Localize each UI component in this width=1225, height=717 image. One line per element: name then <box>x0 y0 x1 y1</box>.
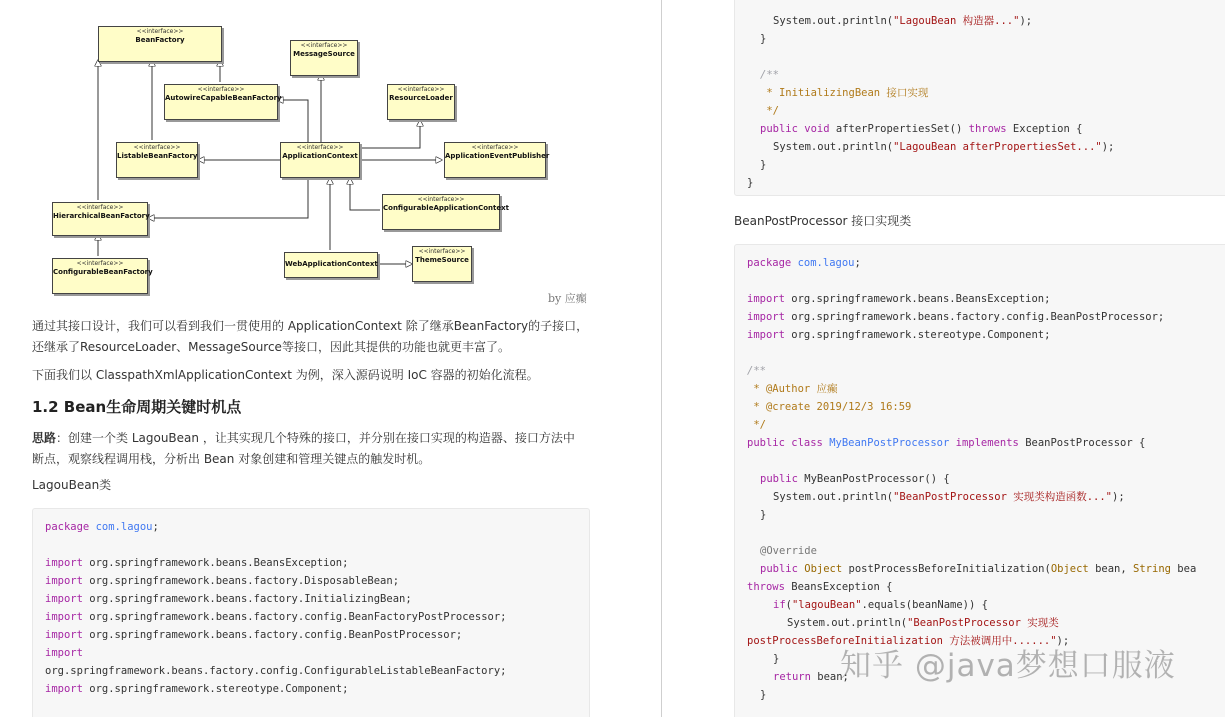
code-text: System.out.println( <box>787 617 908 629</box>
uml-box-messagesource <box>290 40 358 76</box>
comment-text: 2019/12/3 16:59 <box>810 401 912 413</box>
code-line: } <box>760 159 767 171</box>
code-text: ); <box>1101 141 1115 153</box>
code-line <box>760 470 950 488</box>
code-string: "LagouBean 构造器..." <box>893 15 1020 27</box>
code-keyword: import <box>45 557 83 569</box>
uml-box-configurable-beanfactory <box>52 258 153 294</box>
code-keyword: package <box>747 257 792 269</box>
uml-class-diagram <box>40 18 600 308</box>
stereotype-label: <<interface>> <box>300 42 348 49</box>
uml-box-listable <box>116 142 198 178</box>
code-text: MyBeanPostProcessor() { <box>804 473 950 485</box>
paragraph-line <box>32 428 592 449</box>
code-line: } <box>760 33 767 45</box>
code-line <box>45 680 348 698</box>
code-line <box>45 608 507 626</box>
code-line <box>773 138 1114 156</box>
code-text: .equals(beanName)) { <box>861 599 988 611</box>
code-keyword: import <box>45 611 83 623</box>
paragraph-interface-design <box>32 316 592 358</box>
code-comment: * InitializingBean 接口实现 <box>760 87 929 99</box>
code-line <box>45 572 399 590</box>
code-package-name: com.lagou <box>95 521 153 533</box>
code-text: System.out.println( <box>773 141 894 153</box>
code-line <box>45 662 506 680</box>
box-name: ListableBeanFactory <box>117 151 198 160</box>
code-text: org.springframework.beans.factory.InitializingBean; <box>89 593 412 605</box>
code-text: org.springframework.beans.factory.config.BeanPostProcessor; <box>89 629 463 641</box>
code-keyword: package <box>45 521 90 533</box>
code-line <box>747 326 1050 344</box>
stereotype-label: <<interface>> <box>471 144 519 151</box>
code-type: String <box>1133 563 1171 575</box>
right-page <box>662 0 1225 717</box>
stereotype-label: <<interface>> <box>76 204 124 211</box>
box-name: ApplicationContext <box>282 151 358 160</box>
approach-label: 思路 <box>32 431 57 445</box>
code-line <box>45 626 462 644</box>
code-keyword: import <box>45 629 83 641</box>
code-keyword: import <box>747 293 785 305</box>
code-method: afterPropertiesSet() <box>835 123 963 135</box>
uml-box-beanfactory <box>98 26 222 62</box>
code-keyword: import <box>45 683 83 695</box>
code-comment: */ <box>760 105 779 117</box>
code-block-lagoubean-continued <box>734 0 1225 196</box>
box-name: HierarchicalBeanFactory <box>53 211 150 220</box>
comment-tag: * @Author <box>747 383 811 395</box>
code-line <box>45 590 412 608</box>
code-text: org.springframework.beans.BeansException; <box>89 557 349 569</box>
code-text: ); <box>1112 491 1125 503</box>
code-text: BeanPostProcessor { <box>1025 437 1146 449</box>
code-text: bean; <box>817 671 849 683</box>
paragraph-approach <box>32 428 592 470</box>
code-type: Object <box>1050 563 1089 575</box>
code-line <box>747 434 1145 452</box>
box-name: WebApplicationContext <box>285 260 378 268</box>
code-text: System.out.println( <box>773 491 894 503</box>
code-keyword: if <box>773 599 786 611</box>
code-text: bea <box>1177 563 1197 575</box>
code-keyword: public <box>747 437 785 449</box>
paragraph-example: 下面我们以 ClasspathXmlApplicationContext 为例，深入源码说明 IoC 容器的初始化流程。 <box>32 368 539 382</box>
code-line: } <box>760 509 767 521</box>
uml-box-themesource <box>412 246 472 282</box>
stereotype-label: <<interface>> <box>136 28 184 35</box>
stereotype-label: <<interface>> <box>418 248 466 255</box>
code-line: } <box>747 177 754 189</box>
approach-text: ：创建一个类 LagouBean ，让其实现几个特殊的接口，并分别在接口实现的构造器、接口方法中 <box>56 431 575 445</box>
code-string: "LagouBean afterPropertiesSet..." <box>893 141 1102 153</box>
code-line: package com.lagou; <box>747 257 861 269</box>
code-line <box>773 668 849 686</box>
code-string: postProcessBeforeInitialization 方法被调用中......" <box>747 635 1057 647</box>
code-keyword: public <box>760 563 798 575</box>
code-block-lagoubean <box>32 508 590 717</box>
uml-box-hierarchical <box>52 202 148 236</box>
code-line: } <box>760 689 767 701</box>
code-text: bean, <box>1095 563 1127 575</box>
code-line: if("lagouBean".equals(beanName)) { <box>773 599 988 611</box>
code-keyword: import <box>747 329 785 341</box>
diagram-caption: by 应癫 <box>548 292 587 305</box>
code-type: Object <box>804 563 843 575</box>
uml-box-applicationcontext <box>280 142 360 178</box>
code-comment <box>747 380 838 398</box>
box-name: ConfigurableBeanFactory <box>53 267 153 276</box>
code-label-beanpostprocessor: BeanPostProcessor 接口实现类 <box>734 214 912 228</box>
code-line <box>773 12 1032 30</box>
comment-tag: * @create <box>747 401 811 413</box>
code-package-name: com.lagou <box>797 257 855 269</box>
stereotype-label: <<interface>> <box>296 144 344 151</box>
code-keyword: import <box>45 647 83 659</box>
code-class-name: MyBeanPostProcessor <box>829 437 950 449</box>
code-comment: */ <box>747 419 766 431</box>
code-text: ); <box>1019 15 1033 27</box>
code-line <box>760 120 1082 138</box>
watermark: 知乎 @java梦想口服液 <box>840 648 1176 684</box>
code-keyword: import <box>45 575 83 587</box>
uml-box-autowire <box>164 84 282 120</box>
code-text: org.springframework.beans.factory.DisposableBean; <box>89 575 400 587</box>
code-text: Exception { <box>1012 123 1083 135</box>
code-text: org.springframework.beans.factory.config.BeanPostProcessor; <box>791 311 1165 323</box>
code-line: package com.lagou; <box>45 521 159 533</box>
uml-box-configurable-appcontext <box>382 194 509 230</box>
code-line <box>760 560 1196 578</box>
stereotype-label: <<interface>> <box>133 144 181 151</box>
code-line: } <box>773 653 780 665</box>
box-name: AutowireCapableBeanFactory <box>165 93 282 102</box>
box-name: ResourceLoader <box>389 93 453 102</box>
code-text: org.springframework.stereotype.Component; <box>89 683 349 695</box>
paragraph-line: 还继承了ResourceLoader、MessageSource等接口，因此其提供的功能也就更丰富了。 <box>32 340 510 354</box>
uml-box-eventpublisher <box>444 142 550 178</box>
box-name: MessageSource <box>293 49 355 58</box>
stereotype-label: <<interface>> <box>197 86 245 93</box>
box-name: BeanFactory <box>135 35 185 44</box>
code-keyword: import <box>747 311 785 323</box>
code-line <box>45 554 348 572</box>
code-comment <box>747 398 911 416</box>
code-method: postProcessBeforeInitialization( <box>848 563 1051 575</box>
code-keyword: implements <box>955 437 1019 449</box>
code-string: "BeanPostProcessor 实现类构造函数..." <box>893 491 1113 503</box>
code-keyword: return <box>773 671 811 683</box>
stereotype-label: <<interface>> <box>76 260 124 267</box>
code-text: org.springframework.beans.factory.config.ConfigurableListableBeanFactory; <box>45 665 507 677</box>
code-text: org.springframework.stereotype.Component; <box>791 329 1051 341</box>
code-comment: /** <box>747 365 766 377</box>
code-keyword: void <box>804 123 830 135</box>
code-line <box>787 614 1059 632</box>
uml-box-resourceloader <box>387 84 455 120</box>
comment-text: 应癫 <box>810 383 838 395</box>
box-name: ApplicationEventPublisher <box>445 151 550 160</box>
code-line <box>747 308 1164 326</box>
code-text: ); <box>1056 635 1070 647</box>
code-keyword: import <box>45 593 83 605</box>
code-keyword: public <box>760 473 798 485</box>
code-keyword: throws <box>747 581 785 593</box>
code-keyword: throws <box>968 123 1007 135</box>
uml-box-webappcontext <box>284 252 378 278</box>
code-label: LagouBean类 <box>32 478 112 492</box>
box-name: ConfigurableApplicationContext <box>383 203 509 212</box>
code-line <box>45 644 83 662</box>
code-text: org.springframework.beans.factory.config.BeanFactoryPostProcessor; <box>89 611 507 623</box>
code-line <box>747 290 1050 308</box>
code-keyword: public <box>760 123 798 135</box>
code-keyword: class <box>791 437 823 449</box>
code-text: System.out.println( <box>773 15 894 27</box>
paragraph-line: 通过其接口设计，我们可以看到我们一贯使用的 ApplicationContext 除了继承BeanFactory的子接口， <box>32 319 589 333</box>
code-text: BeansException { <box>791 581 893 593</box>
code-string: "BeanPostProcessor 实现类 <box>907 617 1059 629</box>
code-comment: /** <box>760 69 779 81</box>
code-annotation: @Override <box>760 545 817 557</box>
stereotype-label: <<interface>> <box>417 196 465 203</box>
code-line <box>747 578 892 596</box>
box-name: ThemeSource <box>415 255 469 264</box>
section-heading: 1.2 Bean生命周期关键时机点 <box>32 398 242 416</box>
code-text: org.springframework.beans.BeansException; <box>791 293 1051 305</box>
code-string: "lagouBean" <box>791 599 862 611</box>
paragraph-line: 断点，观察线程调用栈，分析出 Bean 对象创建和管理关键点的触发时机。 <box>32 452 431 466</box>
stereotype-label: <<interface>> <box>397 86 445 93</box>
code-line <box>773 488 1125 506</box>
